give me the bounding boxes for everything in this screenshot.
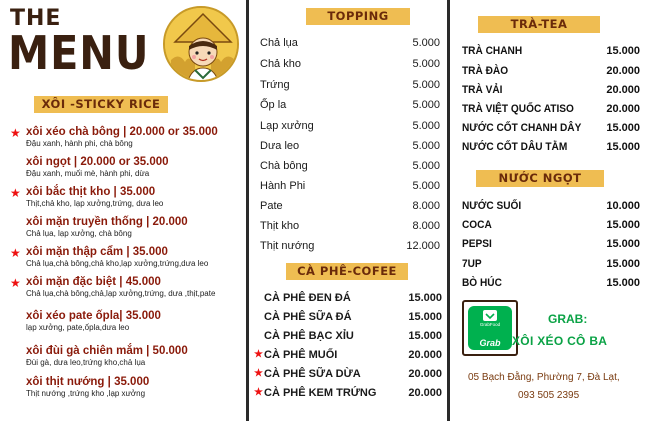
xoi-item xyxy=(26,345,240,367)
xoi-item xyxy=(10,126,240,148)
grab-label: Grab xyxy=(479,338,501,348)
grabfood-text: GrabFood xyxy=(479,322,501,327)
xoi-item-name: xôi đùi gà chiên mắm | 50.000 xyxy=(26,345,188,357)
nuoc-name: 7UP xyxy=(462,258,482,270)
grab-title: GRAB: xyxy=(548,312,588,326)
menu-title-the: THE xyxy=(10,6,62,31)
xoi-item xyxy=(10,276,240,298)
grabfood-logo xyxy=(468,306,512,350)
cafe-name: CÀ PHÊ BẠC XỈU xyxy=(264,330,354,342)
topping-name: Thịt nướng xyxy=(260,240,315,252)
xoi-item-name: xôi ngọt | 20.000 or 35.000 xyxy=(26,156,169,168)
tra-price: 20.000 xyxy=(606,103,640,115)
tra-name: TRÀ ĐÀO xyxy=(462,65,509,77)
xoi-item-desc: Thịt,chả kho, lạp xưởng,trứng, dưa leo xyxy=(26,199,164,208)
section-header-nuoc: NƯỚC NGỌT xyxy=(476,170,604,187)
topping-name: Trứng xyxy=(260,79,290,91)
cafe-price: 15.000 xyxy=(408,292,442,304)
nuoc-name: COCA xyxy=(462,219,492,231)
column-divider-right xyxy=(447,0,450,421)
xoi-item-desc: Đùi gà, dưa leo,trứng kho,chả lụa xyxy=(26,358,146,367)
cafe-name: CÀ PHÊ MUỐI xyxy=(264,349,338,361)
topping-name: Ốp la xyxy=(260,99,287,111)
tra-name: NƯỚC CỐT CHANH DÂY xyxy=(462,122,582,134)
logo-icon xyxy=(163,6,239,82)
grab-shop-name: XÔI XÉO CÔ BA xyxy=(512,334,608,348)
cafe-price: 20.000 xyxy=(408,349,442,361)
topping-price: 5.000 xyxy=(412,58,440,70)
xoi-item xyxy=(10,246,240,268)
topping-price: 5.000 xyxy=(412,160,440,172)
nuoc-price: 15.000 xyxy=(606,277,640,289)
cafe-name: CÀ PHÊ SỮA DỪA xyxy=(264,368,361,380)
section-header-xoi: XÔI -STICKY RICE xyxy=(34,96,168,113)
topping-name: Chả lụa xyxy=(260,37,298,49)
cafe-name: CÀ PHÊ ĐEN ĐÁ xyxy=(264,292,351,304)
xoi-item xyxy=(26,310,240,332)
cafe-price: 15.000 xyxy=(408,330,442,342)
star-icon: ★ xyxy=(10,186,21,200)
topping-price: 5.000 xyxy=(412,140,440,152)
star-icon: ★ xyxy=(10,246,21,260)
xoi-item-name: xôi xéo chà bông | 20.000 or 35.000 xyxy=(26,126,218,138)
tra-price: 15.000 xyxy=(606,45,640,57)
xoi-item xyxy=(10,186,240,208)
xoi-item-name: xôi thịt nướng | 35.000 xyxy=(26,376,150,388)
tra-price: 20.000 xyxy=(606,65,640,77)
tra-price: 20.000 xyxy=(606,84,640,96)
xoi-item-desc: Chả lụa, lạp xưởng, chà bông xyxy=(26,229,132,238)
tra-name: NƯỚC CỐT DÂU TẰM xyxy=(462,141,568,153)
star-icon: ★ xyxy=(10,276,21,290)
topping-price: 5.000 xyxy=(412,37,440,49)
topping-price: 8.000 xyxy=(412,200,440,212)
topping-name: Thịt kho xyxy=(260,220,300,232)
xoi-item-name: xôi mặn đặc biệt | 45.000 xyxy=(26,276,161,288)
xoi-item-name: xôi bắc thịt kho | 35.000 xyxy=(26,186,156,198)
star-icon: ★ xyxy=(254,368,263,379)
section-header-topping: TOPPING xyxy=(306,8,410,25)
phone-number: 093 505 2395 xyxy=(518,390,580,401)
nuoc-price: 15.000 xyxy=(606,238,640,250)
nuoc-price: 15.000 xyxy=(606,258,640,270)
tra-name: TRÀ VẢI xyxy=(462,84,503,96)
xoi-item-desc: Đậu xanh, muối mè, hành phi, dừa xyxy=(26,169,150,178)
nuoc-price: 15.000 xyxy=(606,219,640,231)
xoi-item-desc: Thịt nướng ,trứng kho ,lạp xưởng xyxy=(26,389,146,398)
xoi-item-desc: Chả lụa,chà bông,chả,lạp xưởng,trứng, dưa ,thịt,pate xyxy=(26,289,216,298)
grabfood-icon xyxy=(462,300,518,356)
topping-price: 12.000 xyxy=(406,240,440,252)
star-icon: ★ xyxy=(10,126,21,140)
cafe-price: 15.000 xyxy=(408,311,442,323)
cafe-name: CÀ PHÊ KEM TRỨNG xyxy=(264,387,377,399)
topping-price: 5.000 xyxy=(412,120,440,132)
xoi-item-desc: Đậu xanh, hành phi, chà bông xyxy=(26,139,133,148)
topping-name: Hành Phi xyxy=(260,180,306,192)
topping-name: Lạp xưởng xyxy=(260,120,314,132)
address: 05 Bạch Đằng, Phường 7, Đà Lạt, xyxy=(468,372,620,383)
topping-name: Chả kho xyxy=(260,58,301,70)
xoi-item-desc: Chả lụa,chà bông,chả kho,lạp xưởng,trứng,dưa leo xyxy=(26,259,209,268)
topping-name: Pate xyxy=(260,200,283,212)
nuoc-name: NƯỚC SUỐI xyxy=(462,200,522,212)
xoi-item-name: xôi mặn truyền thống | 20.000 xyxy=(26,216,188,228)
cafe-price: 20.000 xyxy=(408,387,442,399)
xoi-item-desc: lạp xưởng, pate,ốpla,dưa leo xyxy=(26,323,130,332)
topping-price: 5.000 xyxy=(412,180,440,192)
cafe-price: 20.000 xyxy=(408,368,442,380)
tra-price: 15.000 xyxy=(606,122,640,134)
tra-name: TRÀ VIỆT QUỐC ATISO xyxy=(462,103,574,115)
tra-price: 15.000 xyxy=(606,141,640,153)
section-header-cafe: CÀ PHÊ-COFEE xyxy=(286,263,408,280)
section-header-tra: TRÀ-TEA xyxy=(478,16,600,33)
nuoc-name: PEPSI xyxy=(462,238,492,250)
topping-name: Chà bông xyxy=(260,160,308,172)
xoi-item xyxy=(26,216,240,238)
star-icon: ★ xyxy=(254,387,263,398)
menu-title: MENU xyxy=(8,26,150,80)
cafe-name: CÀ PHÊ SỮA ĐÁ xyxy=(264,311,352,323)
nuoc-price: 10.000 xyxy=(606,200,640,212)
topping-price: 5.000 xyxy=(412,79,440,91)
column-divider-left xyxy=(246,0,249,421)
topping-price: 8.000 xyxy=(412,220,440,232)
star-icon: ★ xyxy=(254,349,263,360)
xoi-item-name: xôi xéo pate ốpla| 35.000 xyxy=(26,310,161,322)
xoi-item-name: xôi mặn thập cẩm | 35.000 xyxy=(26,246,168,258)
xoi-item xyxy=(26,376,240,398)
topping-name: Dưa leo xyxy=(260,140,300,152)
xoi-item xyxy=(26,156,240,178)
nuoc-name: BÒ HÚC xyxy=(462,277,502,289)
tra-name: TRÀ CHANH xyxy=(462,45,523,57)
topping-price: 5.000 xyxy=(412,99,440,111)
